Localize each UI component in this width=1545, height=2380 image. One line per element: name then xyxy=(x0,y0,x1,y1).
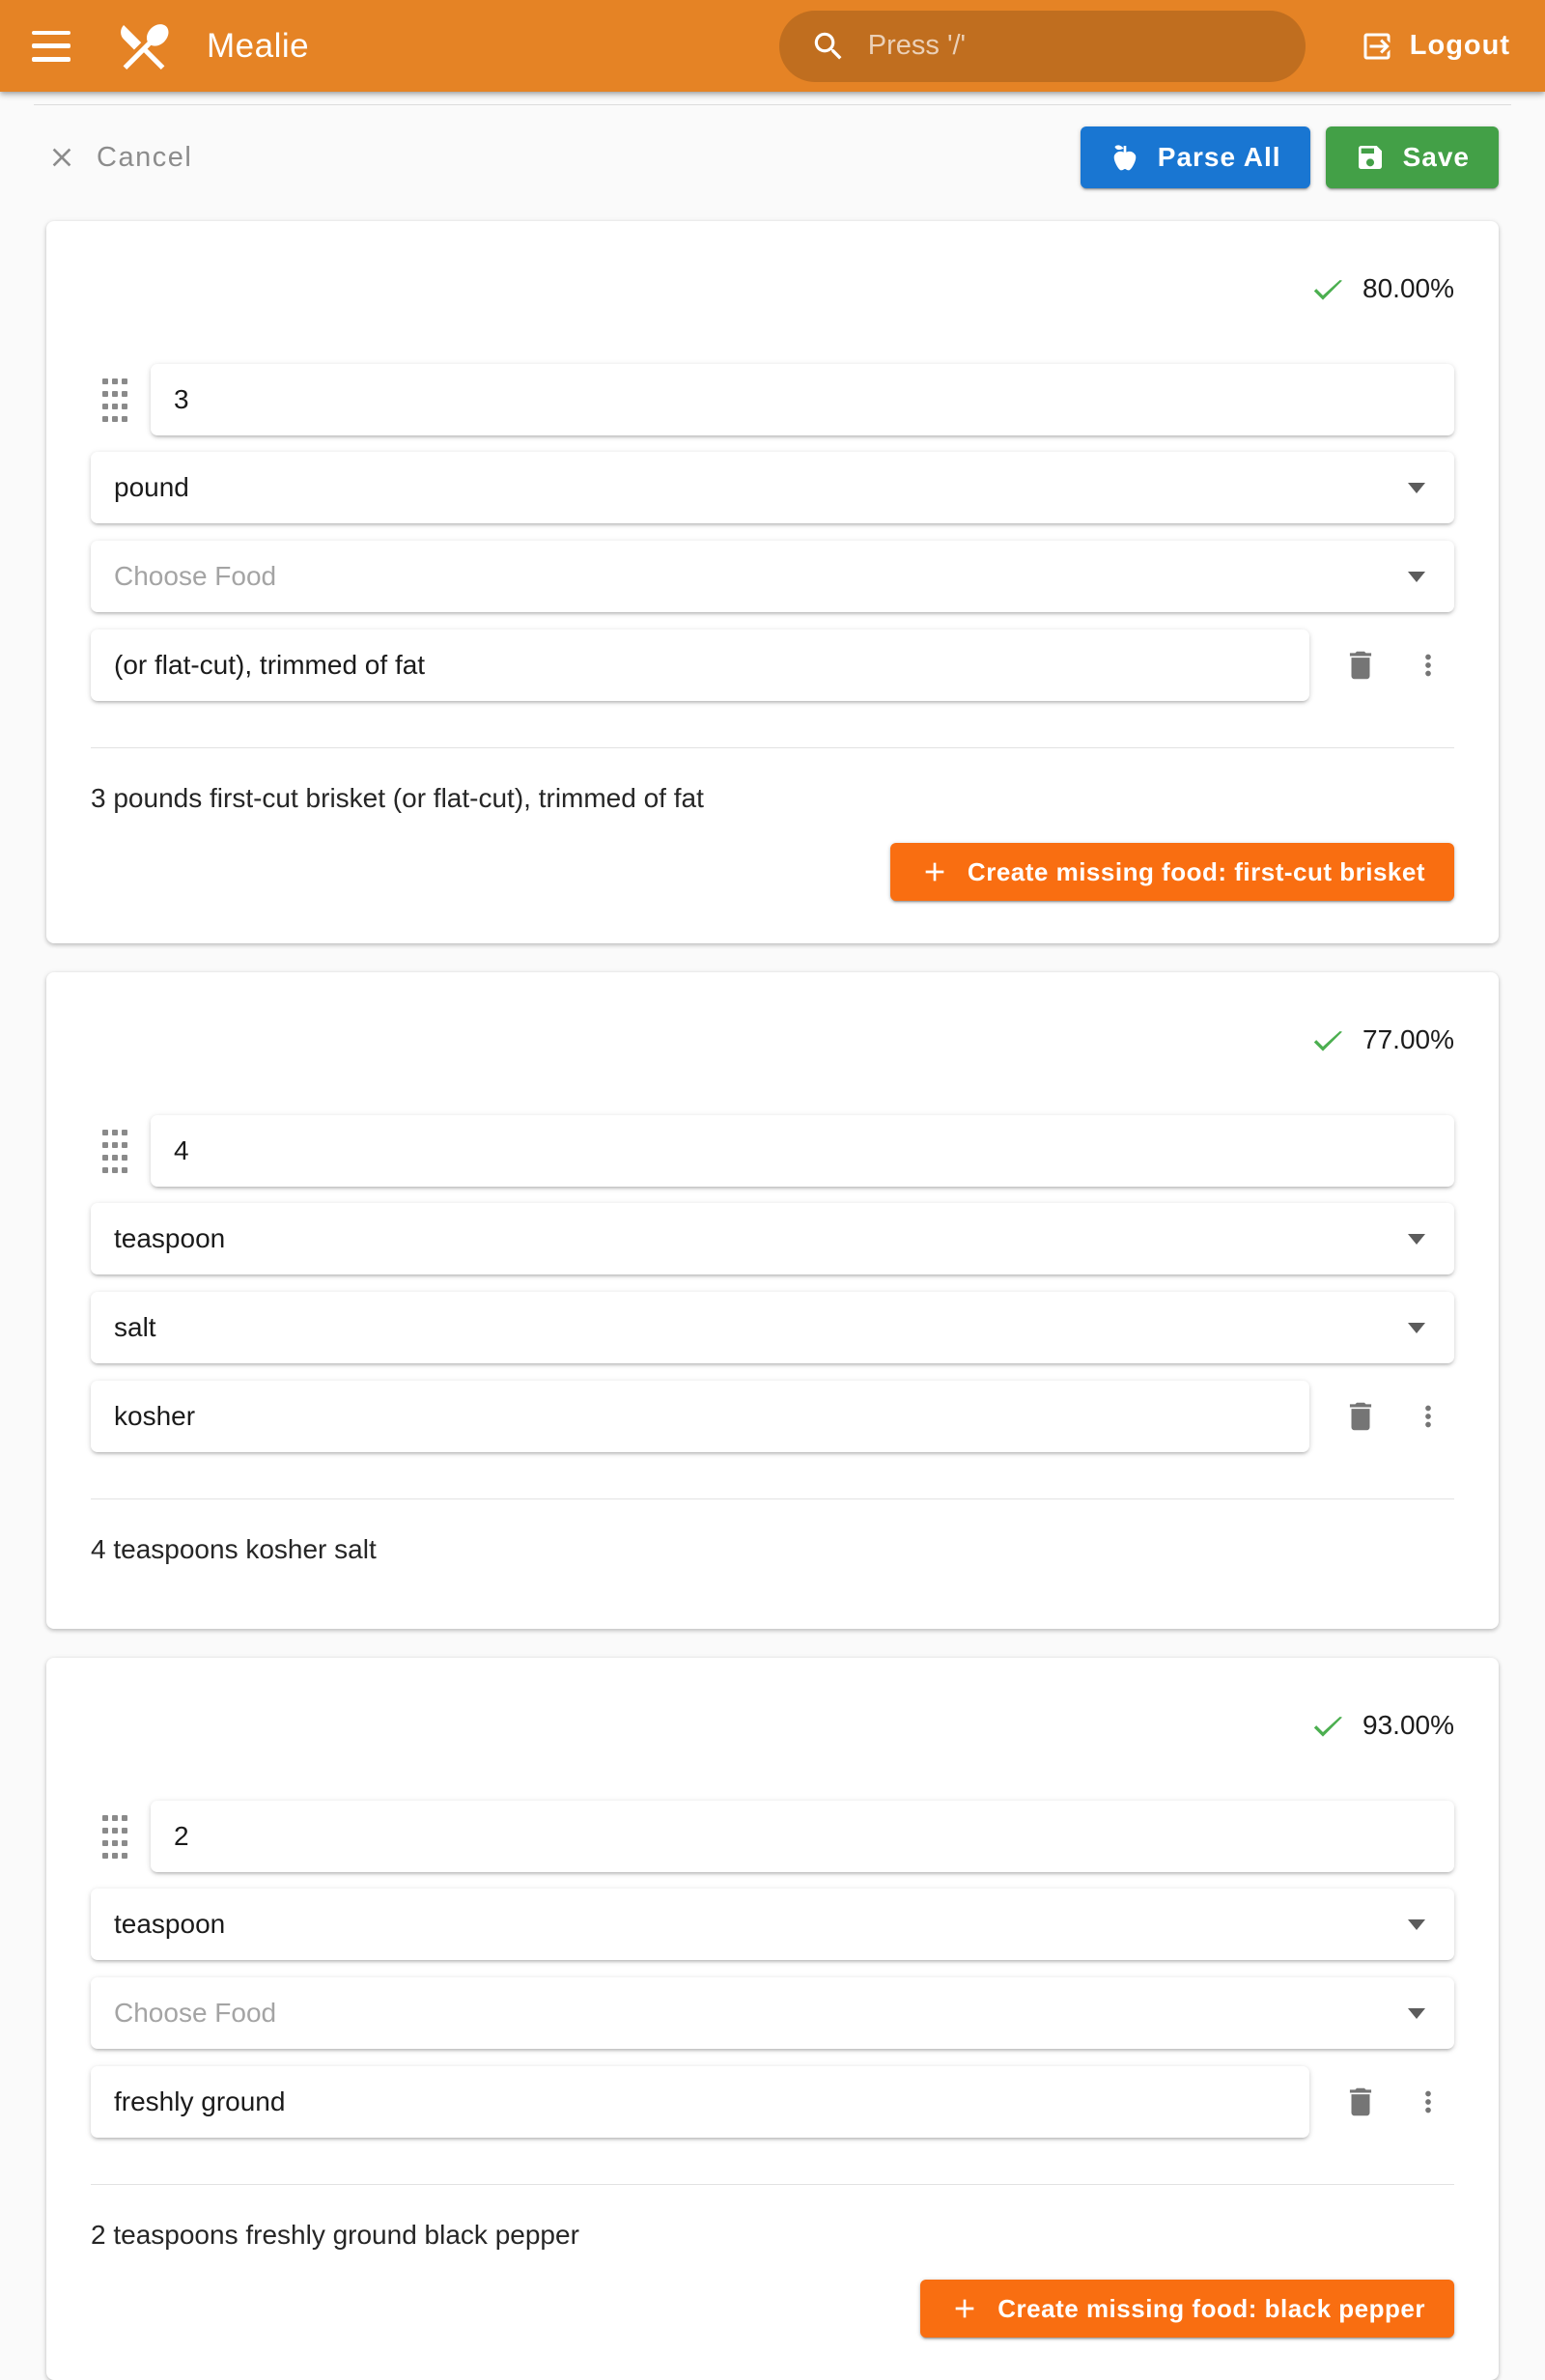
confidence-value: 77.00% xyxy=(1362,1024,1454,1054)
close-icon xyxy=(46,142,77,173)
plus-icon xyxy=(919,856,950,887)
parser-toolbar xyxy=(46,126,1499,188)
save-label: Save xyxy=(1402,142,1470,172)
save-icon xyxy=(1355,142,1386,173)
app-title: Mealie xyxy=(207,26,310,65)
check-icon xyxy=(1308,269,1347,308)
menu-icon[interactable] xyxy=(29,27,73,66)
create-missing-food-label: Create missing food: first-cut brisket xyxy=(967,856,1425,886)
food-placeholder: Choose Food xyxy=(114,561,277,591)
note-value[interactable] xyxy=(114,1401,1286,1432)
delete-ingredient-button[interactable] xyxy=(1342,2084,1379,2120)
check-icon xyxy=(1308,1706,1347,1745)
chevron-down-icon xyxy=(1408,1234,1425,1245)
quantity-input[interactable] xyxy=(151,364,1454,435)
unit-select[interactable] xyxy=(91,1203,1454,1274)
app-header xyxy=(0,0,1545,92)
confidence-value: 93.00% xyxy=(1362,1710,1454,1740)
plus-icon xyxy=(949,2293,980,2324)
search-input[interactable] xyxy=(779,11,1306,82)
more-options-icon[interactable] xyxy=(1412,1398,1445,1435)
more-options-icon[interactable] xyxy=(1412,647,1445,684)
note-input[interactable] xyxy=(91,2066,1309,2138)
logout-icon xyxy=(1360,29,1394,64)
unit-value: teaspoon xyxy=(114,1909,226,1939)
apple-icon xyxy=(1110,142,1140,173)
drag-handle-icon[interactable] xyxy=(91,1130,151,1173)
search-placeholder: Press '/' xyxy=(867,30,967,61)
note-value[interactable] xyxy=(114,650,1286,681)
food-value: salt xyxy=(114,1312,156,1342)
mealie-logo-icon xyxy=(114,16,174,76)
cancel-label: Cancel xyxy=(97,141,193,173)
create-missing-food-button[interactable] xyxy=(890,843,1454,901)
chevron-down-icon xyxy=(1408,572,1425,582)
delete-ingredient-button[interactable] xyxy=(1342,647,1379,684)
card-divider xyxy=(91,1498,1454,1499)
delete-ingredient-button[interactable] xyxy=(1342,1398,1379,1435)
ingredient-card xyxy=(46,221,1499,943)
more-options-icon[interactable] xyxy=(1412,2084,1445,2120)
logout-button[interactable] xyxy=(1360,29,1510,64)
food-select[interactable] xyxy=(91,1292,1454,1363)
create-missing-food-label: Create missing food: black pepper xyxy=(997,2293,1425,2323)
save-button[interactable] xyxy=(1326,126,1499,188)
confidence-value: 80.00% xyxy=(1362,273,1454,303)
parse-all-button[interactable] xyxy=(1081,126,1310,188)
card-divider xyxy=(91,2184,1454,2185)
food-select[interactable] xyxy=(91,1977,1454,2049)
note-value[interactable] xyxy=(114,2086,1286,2117)
logout-label: Logout xyxy=(1409,30,1510,61)
create-missing-food-button[interactable] xyxy=(920,2280,1454,2338)
quantity-input[interactable] xyxy=(151,1115,1454,1187)
note-input[interactable] xyxy=(91,1381,1309,1452)
drag-handle-icon[interactable] xyxy=(91,378,151,422)
chevron-down-icon xyxy=(1408,2008,1425,2019)
unit-select[interactable] xyxy=(91,1889,1454,1960)
ingredient-card xyxy=(46,972,1499,1629)
unit-select[interactable] xyxy=(91,452,1454,523)
parse-all-label: Parse All xyxy=(1157,142,1281,172)
card-divider xyxy=(91,747,1454,748)
quantity-value[interactable] xyxy=(174,384,1431,415)
drag-handle-icon[interactable] xyxy=(91,1815,151,1859)
food-select[interactable] xyxy=(91,541,1454,612)
cancel-button[interactable] xyxy=(46,142,192,174)
original-ingredient-text: 4 teaspoons kosher salt xyxy=(91,1534,377,1564)
food-placeholder: Choose Food xyxy=(114,1998,277,2028)
chevron-down-icon xyxy=(1408,1919,1425,1930)
quantity-value[interactable] xyxy=(174,1135,1431,1166)
search-icon xyxy=(810,28,847,65)
quantity-value[interactable] xyxy=(174,1821,1431,1852)
original-ingredient-text: 2 teaspoons freshly ground black pepper xyxy=(91,2220,579,2250)
ingredient-card xyxy=(46,1658,1499,2380)
header-divider xyxy=(34,104,1511,105)
chevron-down-icon xyxy=(1408,483,1425,493)
check-icon xyxy=(1308,1021,1347,1059)
unit-value: pound xyxy=(114,472,189,502)
unit-value: teaspoon xyxy=(114,1223,226,1253)
quantity-input[interactable] xyxy=(151,1801,1454,1872)
chevron-down-icon xyxy=(1408,1323,1425,1333)
original-ingredient-text: 3 pounds first-cut brisket (or flat-cut), trimmed of fat xyxy=(91,783,704,813)
note-input[interactable] xyxy=(91,630,1309,701)
